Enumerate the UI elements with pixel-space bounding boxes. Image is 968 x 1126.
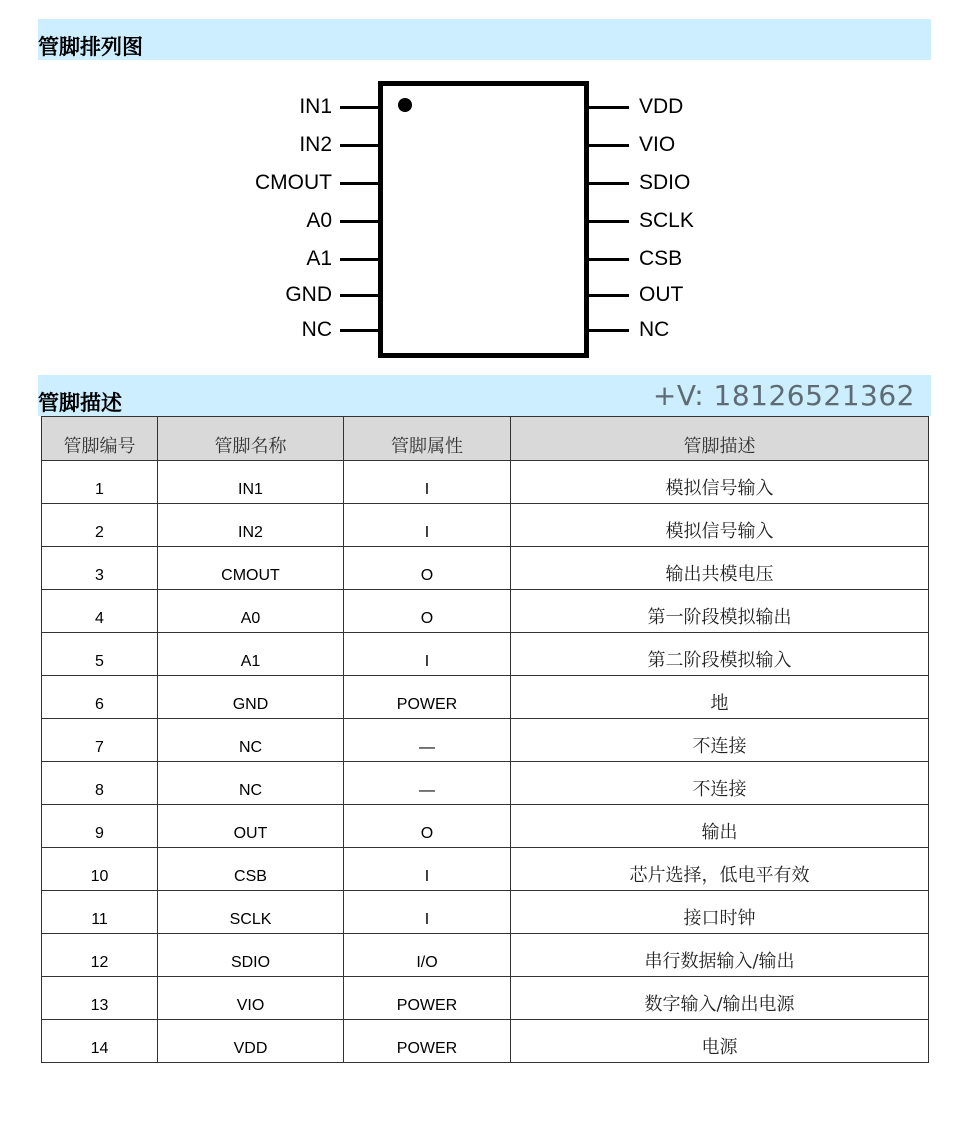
pin-name-cell: VDD	[158, 1020, 344, 1063]
pin-attribute-cell: I	[344, 891, 511, 934]
pin-label: A1	[306, 247, 332, 270]
pin-left-2	[299, 135, 380, 155]
table-row	[42, 461, 929, 504]
pin-name-cell: IN2	[158, 504, 344, 547]
pin-number-cell: 11	[42, 891, 158, 934]
pin1-indicator-dot	[398, 98, 412, 112]
pin-lead	[589, 258, 629, 261]
pin-description-cell: 不连接	[511, 762, 929, 805]
pin-attribute-cell: —	[344, 762, 511, 805]
pin-label: SCLK	[639, 209, 694, 232]
table-row	[42, 762, 929, 805]
pin-lead	[340, 220, 380, 223]
pin-label: IN1	[299, 95, 332, 118]
pin-attribute-cell: O	[344, 547, 511, 590]
pin-number-cell: 14	[42, 1020, 158, 1063]
pin-right-13	[589, 135, 675, 155]
pin-number-cell: 12	[42, 934, 158, 977]
pin-description-cell: 第一阶段模拟输出	[511, 590, 929, 633]
pin-description-cell: 模拟信号输入	[511, 504, 929, 547]
pin-right-10	[589, 249, 682, 269]
table-row	[42, 590, 929, 633]
table-row	[42, 504, 929, 547]
pin-name-cell: NC	[158, 762, 344, 805]
pin-attribute-cell: POWER	[344, 1020, 511, 1063]
pin-name-cell: SCLK	[158, 891, 344, 934]
header-pin-description: 管脚描述	[511, 417, 929, 461]
pin-lead	[340, 258, 380, 261]
pin-lead	[340, 329, 380, 332]
pin-attribute-cell: POWER	[344, 676, 511, 719]
pin-name-cell: OUT	[158, 805, 344, 848]
pin-number-cell: 9	[42, 805, 158, 848]
pin-left-5	[306, 249, 380, 269]
pin-right-8	[589, 320, 669, 340]
pin-name-cell: SDIO	[158, 934, 344, 977]
pin-attribute-cell: I	[344, 504, 511, 547]
pin-left-7	[302, 320, 380, 340]
pin-label: NC	[639, 318, 670, 341]
pin-lead	[340, 182, 380, 185]
pin-label: SDIO	[639, 171, 691, 194]
table-row	[42, 977, 929, 1020]
pin-description-cell: 地	[511, 676, 929, 719]
pin-number-cell: 1	[42, 461, 158, 504]
pin-name-cell: GND	[158, 676, 344, 719]
pin-name-cell: NC	[158, 719, 344, 762]
pin-name-cell: A1	[158, 633, 344, 676]
pin-right-12	[589, 173, 690, 193]
pin-label: CMOUT	[255, 171, 332, 194]
pin-name-cell: A0	[158, 590, 344, 633]
pin-description-cell: 模拟信号输入	[511, 461, 929, 504]
pin-number-cell: 7	[42, 719, 158, 762]
pin-label: A0	[306, 209, 332, 232]
pin-lead	[340, 144, 380, 147]
pin-attribute-cell: I	[344, 461, 511, 504]
pin-number-cell: 3	[42, 547, 158, 590]
pin-label: OUT	[639, 283, 684, 306]
pin-number-cell: 5	[42, 633, 158, 676]
pin-description-cell: 不连接	[511, 719, 929, 762]
pinout-section-header	[38, 19, 931, 60]
header-pin-attribute: 管脚属性	[344, 417, 511, 461]
pin-description-cell: 电源	[511, 1020, 929, 1063]
header-pin-name: 管脚名称	[158, 417, 344, 461]
pin-right-11	[589, 211, 694, 231]
pin-lead	[589, 182, 629, 185]
pin-description-cell: 芯片选择，低电平有效	[511, 848, 929, 891]
table-header-row	[42, 417, 929, 461]
pin-label: VIO	[639, 133, 676, 156]
pin-number-cell: 8	[42, 762, 158, 805]
pin-name-cell: CMOUT	[158, 547, 344, 590]
pin-attribute-cell: I	[344, 633, 511, 676]
table-row	[42, 719, 929, 762]
pin-number-cell: 6	[42, 676, 158, 719]
pin-attribute-cell: O	[344, 805, 511, 848]
pin-right-14	[589, 97, 683, 117]
pin-number-cell: 13	[42, 977, 158, 1020]
pin-attribute-cell: I/O	[344, 934, 511, 977]
header-pin-number: 管脚编号	[42, 417, 158, 461]
table-row	[42, 633, 929, 676]
pin-lead	[589, 144, 629, 147]
pin-lead	[340, 106, 380, 109]
pin-description-table	[41, 416, 929, 1063]
pin-left-1	[299, 97, 380, 117]
pin-lead	[589, 220, 629, 223]
pin-left-4	[306, 211, 380, 231]
chip-package-outline	[378, 81, 589, 358]
pin-attribute-cell: POWER	[344, 977, 511, 1020]
pin-attribute-cell: I	[344, 848, 511, 891]
pin-description-cell: 数字输入/输出电源	[511, 977, 929, 1020]
pin-left-6	[285, 285, 380, 305]
pin-lead	[340, 294, 380, 297]
pin-description-cell: 输出共模电压	[511, 547, 929, 590]
table-row	[42, 848, 929, 891]
pin-label: CSB	[639, 247, 683, 270]
table-row	[42, 547, 929, 590]
pin-lead	[589, 106, 629, 109]
pin-name-cell: CSB	[158, 848, 344, 891]
pin-description-cell: 接口时钟	[511, 891, 929, 934]
pin-attribute-cell: O	[344, 590, 511, 633]
pin-lead	[589, 329, 629, 332]
description-section-title: 管脚描述	[38, 391, 122, 415]
contact-number: +V: 18126521362	[652, 379, 915, 412]
pin-description-cell: 输出	[511, 805, 929, 848]
pin-description-cell: 串行数据输入/输出	[511, 934, 929, 977]
pin-number-cell: 10	[42, 848, 158, 891]
pin-number-cell: 2	[42, 504, 158, 547]
table-row	[42, 676, 929, 719]
pin-label: IN2	[299, 133, 332, 156]
pinout-diagram	[0, 70, 968, 370]
pinout-section-title: 管脚排列图	[38, 35, 143, 59]
table-row	[42, 891, 929, 934]
table-row	[42, 934, 929, 977]
pin-description-cell: 第二阶段模拟输入	[511, 633, 929, 676]
table-row	[42, 1020, 929, 1063]
pin-label: GND	[285, 283, 332, 306]
description-section-header	[38, 375, 931, 416]
pin-name-cell: IN1	[158, 461, 344, 504]
pin-lead	[589, 294, 629, 297]
pin-left-3	[255, 173, 380, 193]
pin-label: NC	[301, 318, 332, 341]
pin-number-cell: 4	[42, 590, 158, 633]
pin-name-cell: VIO	[158, 977, 344, 1020]
pin-right-9	[589, 285, 683, 305]
pin-label: VDD	[639, 95, 684, 118]
table-row	[42, 805, 929, 848]
pin-attribute-cell: —	[344, 719, 511, 762]
